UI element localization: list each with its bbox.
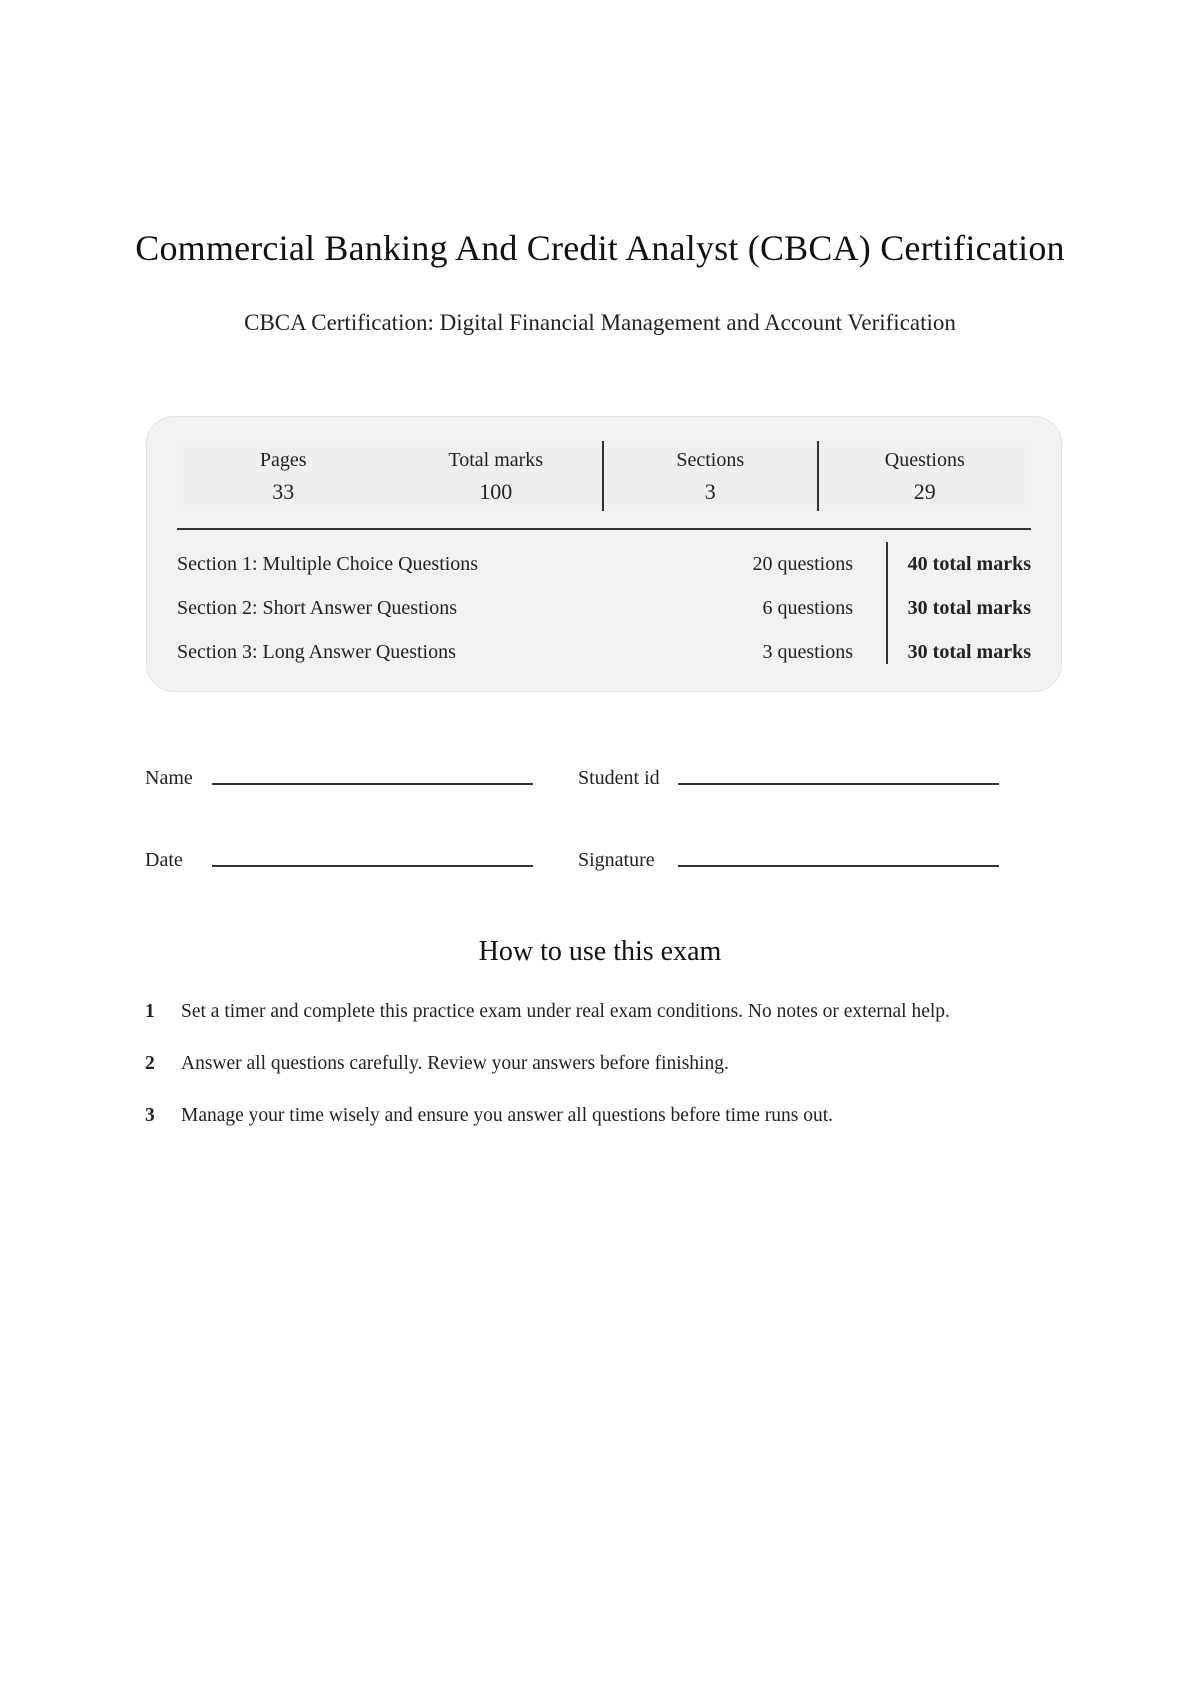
section-question-count: 20 questions (752, 553, 853, 575)
section-name: Section 3: Long Answer Questions (177, 641, 456, 663)
stat-pages (177, 441, 390, 511)
student-id-field[interactable] (678, 783, 999, 785)
instruction-number: 2 (145, 1053, 155, 1074)
instruction-text: Set a timer and complete this practice exam under real exam conditions. No notes or external help. (181, 1001, 950, 1022)
instruction-number: 1 (145, 1001, 155, 1022)
stat-value: 100 (479, 479, 513, 504)
signature-field[interactable] (678, 865, 999, 867)
instruction-item (145, 998, 950, 1026)
name-field[interactable] (212, 783, 533, 785)
exam-title: Commercial Banking And Credit Analyst (CBCA) Certification (135, 228, 1065, 268)
stats-row (177, 441, 1031, 511)
instructions-title: How to use this exam (478, 936, 722, 967)
section-row (177, 630, 1031, 674)
stat-label: Sections (676, 449, 745, 471)
stat-questions (817, 441, 1032, 511)
section-marks: 30 total marks (907, 641, 1031, 663)
stat-value: 3 (704, 479, 716, 504)
name-label: Name (145, 767, 193, 789)
instruction-text: Manage your time wisely and ensure you answer all questions before time runs out. (181, 1105, 834, 1126)
date-field[interactable] (212, 865, 533, 867)
stat-total-marks (390, 441, 603, 511)
signature-label: Signature (578, 849, 655, 871)
section-question-count: 3 questions (762, 641, 853, 663)
exam-subtitle: CBCA Certification: Digital Financial Management and Account Verification (244, 310, 956, 335)
stat-sections (602, 441, 817, 511)
stats-divider-rule (177, 528, 1031, 530)
section-question-count: 6 questions (762, 597, 853, 619)
stat-value: 33 (272, 479, 295, 504)
sections-list (177, 542, 1031, 674)
exam-summary-box (146, 416, 1062, 692)
section-row (177, 586, 1031, 630)
stat-label: Questions (884, 449, 965, 471)
instruction-item (145, 1050, 729, 1078)
student-id-label: Student id (578, 767, 660, 789)
section-marks: 30 total marks (907, 597, 1031, 619)
stat-label: Pages (259, 449, 307, 471)
section-name: Section 2: Short Answer Questions (177, 597, 457, 619)
section-row (177, 542, 1031, 586)
date-label: Date (145, 849, 183, 871)
stat-label: Total marks (448, 449, 544, 471)
section-name: Section 1: Multiple Choice Questions (177, 553, 479, 575)
section-marks: 40 total marks (907, 553, 1031, 575)
instruction-number: 3 (145, 1105, 155, 1126)
instruction-item (145, 1102, 833, 1130)
stat-value: 29 (913, 479, 936, 504)
instruction-text: Answer all questions carefully. Review your answers before finishing. (181, 1053, 729, 1074)
